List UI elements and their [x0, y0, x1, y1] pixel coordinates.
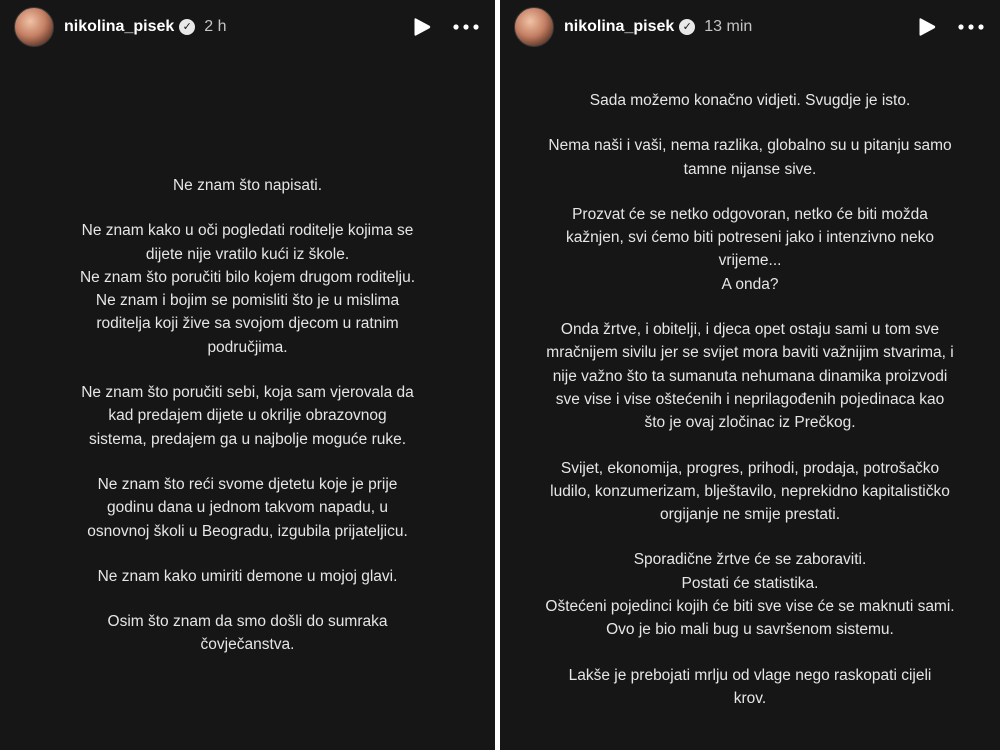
text-line: Ovo je bio mali bug u savršenom sistemu.	[606, 621, 894, 639]
story-paragraph	[520, 664, 980, 711]
post-time: 13 min	[704, 18, 753, 35]
text-line: Ne znam što poručiti sebi, koja sam vjerovala da	[81, 384, 414, 402]
text-line: što je ovaj zločinac iz Prečkog.	[644, 414, 856, 432]
play-button[interactable]	[916, 16, 938, 38]
text-line: Osim što znam da smo došli do sumraka	[107, 613, 388, 631]
more-options-button[interactable]	[956, 16, 986, 38]
story-paragraph	[520, 548, 980, 641]
text-line: kažnjen, svi ćemo biti potreseni jako i intenzivno neko	[566, 229, 934, 247]
text-line: područjima.	[207, 338, 288, 356]
avatar[interactable]	[514, 7, 554, 47]
story-paragraph	[520, 203, 980, 296]
text-line: Sporadične žrtve će se zaboraviti.	[633, 551, 867, 569]
story-paragraph	[40, 565, 455, 588]
story-panel-left	[0, 0, 495, 750]
text-line: tamne nijanse sive.	[683, 160, 817, 178]
text-line: Ne znam što reći svome djetetu koje je prije	[97, 475, 398, 493]
text-line: roditelja koji žive sa svojom djecom u ratnim	[96, 315, 399, 333]
text-line: Prozvat će se netko odgovoran, netko će biti možda	[572, 205, 928, 223]
text-line: orgijanje ne smije prestati.	[659, 506, 841, 524]
story-paragraph	[40, 174, 455, 197]
story-paragraph	[40, 219, 455, 359]
play-icon	[413, 17, 431, 37]
text-line: ludilo, konzumerizam, blještavilo, neprekidno kapitalističko	[550, 482, 950, 500]
verified-badge-icon: ✓	[679, 19, 695, 35]
text-line: A onda?	[721, 275, 779, 293]
username[interactable]: nikolina_pisek	[64, 18, 175, 35]
text-line: Postati će statistika.	[681, 574, 819, 592]
story-paragraph	[40, 610, 455, 657]
more-options-button[interactable]	[451, 16, 481, 38]
more-icon	[958, 24, 984, 30]
text-line: vrijeme...	[718, 252, 782, 270]
story-paragraph	[40, 381, 455, 451]
text-line: kad predajem dijete u okrilje obrazovnog	[108, 407, 387, 425]
story-header	[0, 0, 495, 54]
more-icon	[453, 24, 479, 30]
text-line: sve vise i vise oštećenih i neprilagođenih pojedinaca kao	[555, 390, 945, 408]
text-line: čovječanstva.	[200, 636, 295, 654]
story-paragraph	[520, 457, 980, 527]
text-line: Sada možemo konačno vidjeti. Svugdje je isto.	[589, 92, 911, 109]
text-line: nije važno što ta sumanuta nehumana dinamika proizvodi	[552, 367, 948, 385]
text-line: Svijet, ekonomija, progres, prihodi, prodaja, potrošačko	[560, 459, 940, 477]
story-header	[500, 0, 1000, 54]
verified-badge-icon: ✓	[179, 19, 195, 35]
story-text	[500, 89, 1000, 732]
avatar[interactable]	[14, 7, 54, 47]
username[interactable]: nikolina_pisek	[564, 18, 675, 35]
text-line: Nema naši i vaši, nema razlika, globalno su u pitanju samo	[548, 137, 952, 155]
story-paragraph	[520, 318, 980, 434]
play-icon	[918, 17, 936, 37]
text-line: osnovnoj školi u Beogradu, izgubila prijateljicu.	[87, 522, 408, 540]
text-line: krov.	[733, 689, 767, 707]
story-paragraph	[520, 89, 980, 112]
text-line: Onda žrtve, i obitelji, i djeca opet ostaju sami u tom sve	[560, 321, 940, 339]
text-line: Ne znam kako umiriti demone u mojoj glavi.	[97, 567, 398, 585]
story-panel-right	[500, 0, 1000, 750]
play-button[interactable]	[411, 16, 433, 38]
post-time: 2 h	[204, 18, 227, 35]
text-line: Oštećeni pojedinci kojih će biti sve vise će se maknuti sami.	[545, 598, 955, 616]
text-line: Ne znam kako u oči pogledati roditelje kojima se	[81, 222, 414, 240]
text-line: godinu dana u jednom takvom napadu, u	[107, 499, 388, 517]
text-line: mračnijem sivilu jer se svijet mora baviti važnijim stvarima, i	[546, 344, 954, 362]
story-paragraph	[520, 134, 980, 181]
text-line: Lakše je prebojati mrlju od vlage nego raskopati cijeli	[568, 666, 932, 684]
text-line: sistema, predajem ga u najbolje moguće ruke.	[88, 430, 407, 448]
text-line: Ne znam i bojim se pomisliti što je u mislima	[95, 292, 400, 310]
story-text	[0, 174, 495, 679]
text-line: Ne znam što napisati.	[172, 177, 323, 194]
text-line: Ne znam što poručiti bilo kojem drugom roditelju.	[79, 268, 416, 286]
story-paragraph	[40, 473, 455, 543]
text-line: dijete nije vratilo kući iz škole.	[145, 245, 350, 263]
